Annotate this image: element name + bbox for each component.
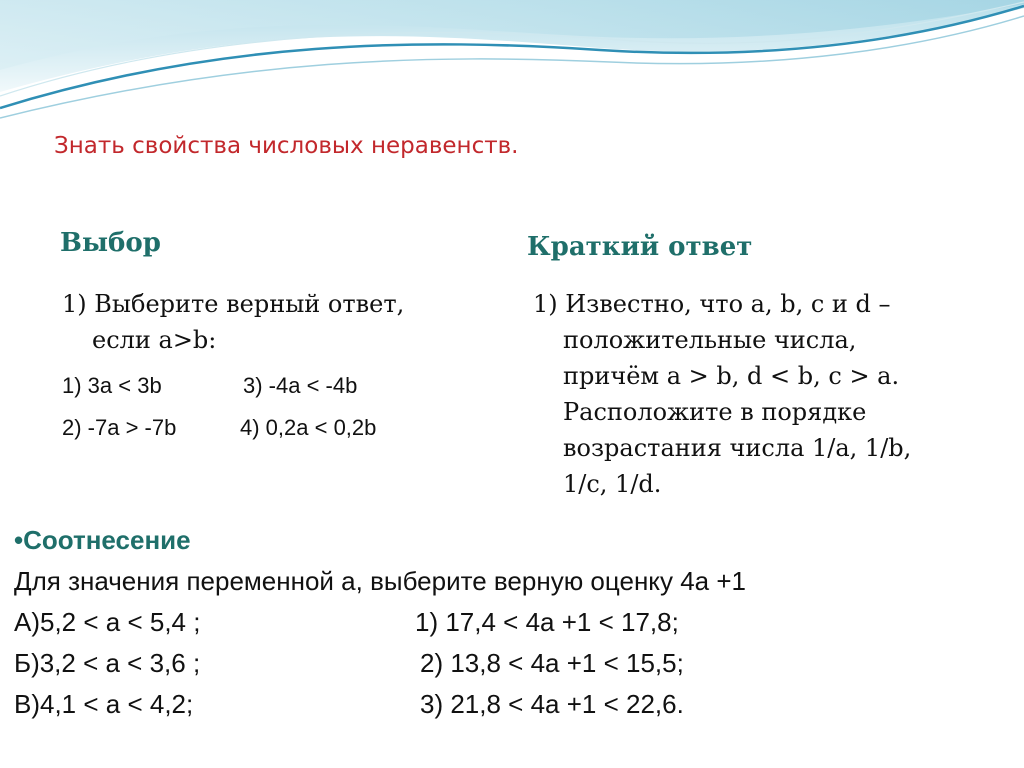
matching-row-right: 3) 21,8 < 4a +1 < 22,6. bbox=[420, 689, 684, 719]
section-heading-short-answer: Краткий ответ bbox=[527, 232, 753, 262]
matching-row-left: В)4,1 < a < 4,2; bbox=[14, 689, 194, 719]
matching-heading: •Соотнесение bbox=[14, 525, 191, 555]
short-answer-line: положительные числа, bbox=[563, 326, 857, 354]
short-answer-line: Расположите в порядке bbox=[563, 398, 867, 426]
matching-row-left: А)5,2 < a < 5,4 ; bbox=[14, 607, 201, 637]
choice-option: 4) 0,2a < 0,2b bbox=[240, 415, 377, 440]
slide-title: Знать свойства числовых неравенств. bbox=[54, 133, 519, 159]
section-heading-choice: Выбор bbox=[60, 228, 161, 258]
choice-question-line: если a>b: bbox=[92, 326, 217, 354]
choice-option: 2) -7a > -7b bbox=[62, 415, 177, 440]
short-answer-line: возрастания числа 1/a, 1/b, bbox=[563, 434, 912, 462]
matching-row-right: 1) 17,4 < 4a +1 < 17,8; bbox=[415, 607, 679, 637]
short-answer-line: 1) Известно, что a, b, c и d – bbox=[533, 290, 891, 318]
matching-row-right: 2) 13,8 < 4a +1 < 15,5; bbox=[420, 648, 684, 678]
choice-option: 3) -4a < -4b bbox=[243, 373, 358, 398]
short-answer-line: 1/c, 1/d. bbox=[563, 470, 662, 498]
choice-question-line: 1) Выберите верный ответ, bbox=[62, 290, 405, 318]
choice-option: 1) 3a < 3b bbox=[62, 373, 162, 398]
wave-decoration bbox=[0, 0, 1024, 130]
matching-task: Для значения переменной а, выберите верную оценку 4а +1 bbox=[14, 566, 746, 596]
matching-row-left: Б)3,2 < a < 3,6 ; bbox=[14, 648, 201, 678]
short-answer-line: причём a > b, d < b, c > a. bbox=[563, 362, 900, 390]
